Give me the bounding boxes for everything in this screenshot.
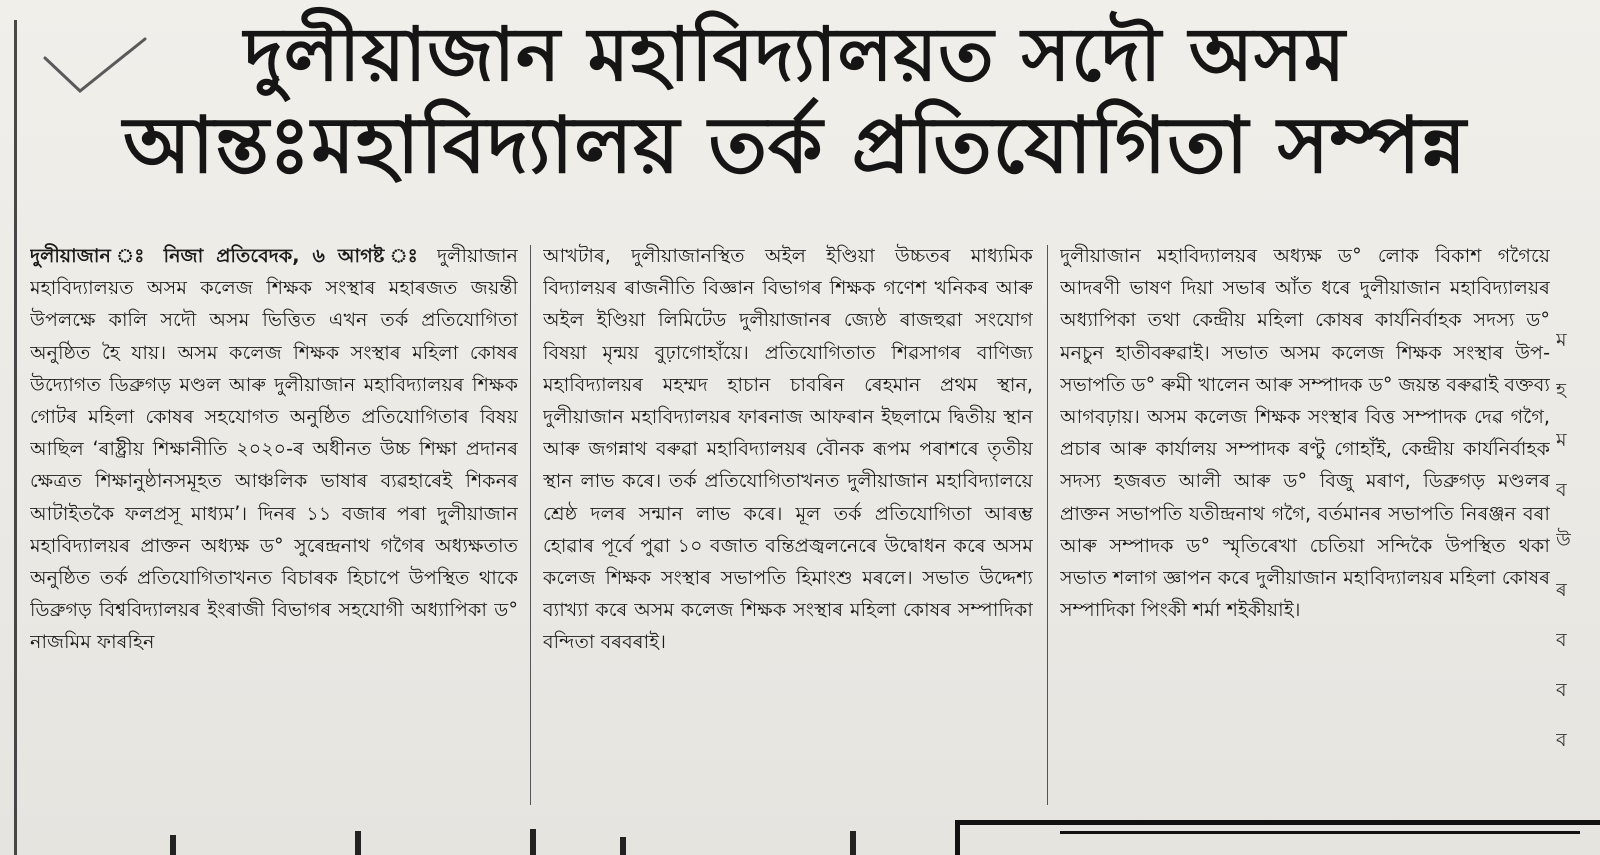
cropped-adjacent-column xyxy=(1556,315,1596,815)
dateline: দুলীয়াজান ঃ নিজা প্ৰতিবেদক, ৬ আগষ্ট ঃ xyxy=(30,244,438,267)
cropped-next-headline xyxy=(150,826,930,855)
edge-fragment: ব xyxy=(1556,629,1567,651)
headline-line-1: দুলীয়াজান মহাবিদ্যালয়ত সদৌ অসম xyxy=(244,12,1346,98)
edge-fragment: ব xyxy=(1556,729,1567,751)
article-column-1 xyxy=(30,240,518,815)
edge-fragment: উ xyxy=(1556,529,1571,551)
article-column-3 xyxy=(1060,240,1550,815)
edge-fragment: হ xyxy=(1556,379,1566,401)
edge-fragment: ম xyxy=(1556,429,1567,451)
column-3-text: দুলীয়াজান মহাবিদ্যালয়ৰ অধ্যক্ষ ড° লোক বিকাশ গগৈয়ে আদৰণী ভাষণ দিয়া সভাৰ আঁত ধৰে দুলীয়াজান মহাবিদ্যালয়ৰ অধ্যাপিকা তথা কেন্দ্ৰীয় মহিলা কোষৰ কাৰ্যনিৰ্বাহক সদস্য ড° মনচুন হাতীবৰুৱাই। সভাত অসম কলেজ শিক্ষক সংস্থাৰ উপ-সভাপতি ড° ৰুমী খালেন আৰু সম্পাদক ড° জয়ন্ত বৰুৱাই বক্তব্য আগবঢ়ায়। অসম কলেজ শিক্ষক সংস্থাৰ বিত্ত সম্পাদক দেৱ গগৈ, প্ৰচাৰ আৰু কাৰ্যালয় সম্পাদক ৰণ্টু গোহাঁই, কেন্দ্ৰীয় কাৰ্যনিৰ্বাহক সদস্য হজৰত আলী আৰু ড° বিজু মৰাণ, ডিব্ৰুগড় মণ্ডলৰ প্ৰাক্তন সভাপতি যতীন্দ্ৰনাথ গগৈ, বৰ্তমানৰ সভাপতি নিৰঞ্জন বৰা আৰু সম্পাদক ড° স্মৃতিৰেখা চেতিয়া সন্দিকৈ উপস্থিত থকা সভাত শলাগ জ্ঞাপন কৰে দুলীয়াজান মহাবিদ্যালয়ৰ মহিলা কোষৰ সম্পাদিকা পিংকী শৰ্মা শইকীয়াই। xyxy=(1060,244,1550,622)
left-margin-rule xyxy=(14,20,17,855)
headline-line-2: আন্তঃমহাবিদ্যালয় তৰ্ক প্ৰতিযোগিতা সম্পন্ন xyxy=(123,100,1467,191)
article-body xyxy=(30,240,1550,815)
edge-fragment: ৰ xyxy=(1556,579,1567,601)
column-1-text: দুলীয়াজান মহাবিদ্যালয়ত অসম কলেজ শিক্ষক সংস্থাৰ মহাৰজত জয়ন্তী উপলক্ষে কালি সদৌ অসম ভিত্তিত এখন তৰ্ক প্ৰতিযোগিতা অনুষ্ঠিত হৈ যায়। অসম কলেজ শিক্ষক সংস্থাৰ মহিলা কোষৰ উদ্যোগত ডিব্ৰুগড় মণ্ডল আৰু দুলীয়াজান মহাবিদ্যালয়ৰ শিক্ষক গোটৰ মহিলা কোষৰ সহযোগত অনুষ্ঠিত প্ৰতিযোগিতাৰ বিষয় আছিল ‘ৰাষ্ট্ৰীয় শিক্ষানীতি ২০২০-ৰ অধীনত উচ্চ শিক্ষা প্ৰদানৰ ক্ষেত্ৰত শিক্ষানুষ্ঠানসমূহত আঞ্চলিক ভাষাৰ ব্যৱহাৰেই শিকনৰ আটাইতকৈ ফলপ্ৰসূ মাধ্যম’। দিনৰ ১১ বজাৰ পৰা দুলীয়াজান মহাবিদ্যালয়ৰ প্ৰাক্তন অধ্যক্ষ ড° সুৰেন্দ্ৰনাথ গগৈৰ অধ্যক্ষতাত অনুষ্ঠিত তৰ্ক প্ৰতিযোগিতাখনত বিচাৰক হিচাপে উপস্থিত থাকে ডিব্ৰুগড় বিশ্ববিদ্যালয়ৰ ইংৰাজী বিভাগৰ সহযোগী অধ্যাপিকা ড° নাজমিম ফাৰহিন xyxy=(30,244,518,654)
article-column-2 xyxy=(543,240,1033,815)
headline xyxy=(40,14,1550,190)
column-2-text: আখটাৰ, দুলীয়াজানস্থিত অইল ইণ্ডিয়া উচ্চতৰ মাধ্যমিক বিদ্যালয়ৰ ৰাজনীতি বিজ্ঞান বিভাগৰ শিক্ষক গণেশ খনিকৰ আৰু অইল ইণ্ডিয়া লিমিটেড দুলীয়াজানৰ জ্যেষ্ঠ ৰাজহুৱা সংযোগ বিষয়া মৃন্ময় বুঢ়াগোহাঁয়ে। প্ৰতিযোগিতাত শিৱসাগৰ বাণিজ্য মহাবিদ্যালয়ৰ মহম্মদ হাচান চাবৰিন ৰেহমান প্ৰথম স্থান, দুলীয়াজান মহাবিদ্যালয়ৰ ফাৰনাজ আফৰান ইছলামে দ্বিতীয় স্থান আৰু জগন্নাথ বৰুৱা মহাবিদ্যালয়ৰ বৌনক ৰূপম পৰাশৰে তৃতীয় স্থান লাভ কৰে। তৰ্ক প্ৰতিযোগিতাখনত দুলীয়াজান মহাবিদ্যালয়ে শ্ৰেষ্ঠ দলৰ সন্মান লাভ কৰে। মূল তৰ্ক প্ৰতিযোগিতা আৰম্ভ হোৱাৰ পূৰ্বে পুৱা ১০ বজাত বন্তিপ্ৰজ্বলনেৰে উদ্বোধন কৰে অসম কলেজ শিক্ষক সংস্থাৰ সভাপতি হিমাংশু মৰলে। সভাত উদ্দেশ্য ব্যাখ্যা কৰে অসম কলেজ শিক্ষক সংস্থাৰ মহিলা কোষৰ সম্পাদিকা বন্দিতা বৰবৰাই। xyxy=(543,244,1033,654)
cropped-bottom-box xyxy=(955,820,1600,855)
edge-fragment: ম xyxy=(1556,329,1567,351)
edge-fragment: ব xyxy=(1556,679,1567,701)
edge-fragment: ব xyxy=(1556,479,1567,501)
